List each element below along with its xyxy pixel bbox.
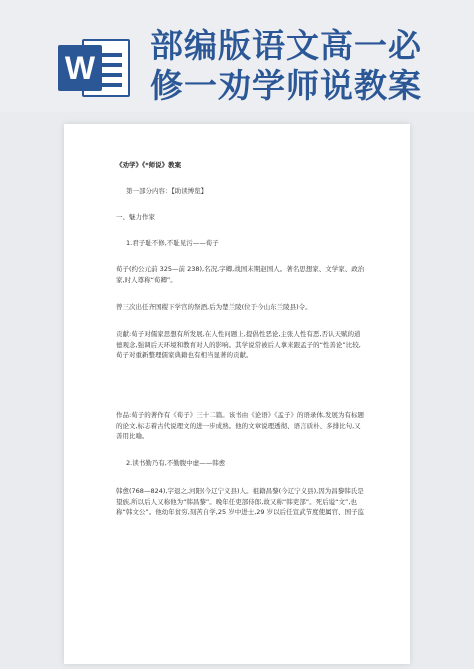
cover-banner	[0, 0, 474, 112]
doc-line	[102, 63, 122, 67]
subsection-heading: 一、魅力作家	[116, 213, 155, 221]
doc-line	[102, 73, 122, 77]
paragraph: 韩愈(768—824),字退之,河阳(今辽宁义县)人。祖籍昌黎(今辽宁义县),因为昌黎韩氏是望族,所以后人又称他为“韩昌黎”。晚年任吏部侍郎,故又称“韩吏部”。死后谥“文”,也称“韩文公”。他幼年贫穷,刻苦自学,25 岁中进士,29 岁以后任宣武节度使属官、国子监	[116, 487, 365, 516]
paragraph: 荀子(约公元前 325—前 238),名况,字卿,战国末期赵国人。著名思想家、文学家、政治家,时人尊称“荀卿”。	[116, 265, 365, 284]
paragraph: 贡献:荀子对儒家思想有所发展,在人性问题上,提倡性恶论,主张人性有恶,否认天赋的道德观念,强调后天环境和教育对人的影响。其学说常被后人拿来跟孟子的“性善论”比较,荀子对重新整理儒家典籍也有相当显著的贡献。	[116, 330, 361, 359]
doc-line	[102, 53, 122, 57]
quote-line: 1.君子耻不修,不耻见污——荀子	[126, 239, 219, 247]
quote-line: 2.读书勤乃有,不勤腹中虚——韩愈	[126, 459, 226, 467]
word-badge: W	[58, 45, 102, 91]
paragraph: 曾三次出任齐国稷下学宫的祭酒,后为楚兰陵(位于今山东兰陵县)令。	[116, 303, 312, 311]
paragraph: 作品:荀子的著作有《荀子》三十二篇。该书由《论语》《孟子》的语录体,发展为有标题的论文,标志着古代说理文的进一步成熟。他的文章说理透彻、语言质朴、多排比句,又善用比喻。	[116, 411, 365, 440]
doc-line	[102, 83, 122, 87]
section-heading: 第一部分内容：【助读博览】	[126, 187, 208, 195]
word-document-icon	[58, 37, 132, 99]
page-title	[150, 26, 470, 106]
title-line-1: 部编版语文高一必	[150, 26, 422, 65]
document-page	[64, 124, 410, 664]
title-line-2: 修一劝学师说教案	[150, 66, 422, 105]
doc-heading: 《劝学》《*师说》教案	[116, 161, 182, 169]
